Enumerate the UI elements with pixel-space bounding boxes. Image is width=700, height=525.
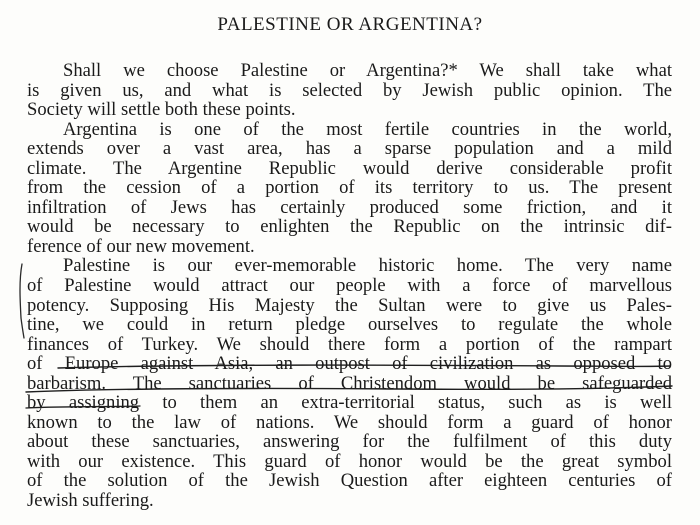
text-line: is given us, and what is selected by Jewish public opinion. The xyxy=(27,79,672,101)
text-line: would be necessary to enlighten the Republic on the intrinsic dif- xyxy=(27,216,672,238)
text-line: ference of our new movement. xyxy=(27,235,255,257)
text-line: tine, we could in return pledge ourselves to regulate the whole xyxy=(27,314,672,336)
document-title: PALESTINE OR ARGENTINA? xyxy=(217,14,483,35)
text-line: climate. The Argentine Republic would derive considerable profit xyxy=(27,157,672,179)
text-line: potency. Supposing His Majesty the Sultan were to give us Pales- xyxy=(27,294,672,316)
text-line: Palestine is our ever-memorable historic home. The very name xyxy=(63,255,672,277)
text-line: Society will settle both these points. xyxy=(27,99,296,121)
text-line: barbarism. The sanctuaries of Christendom would be safeguarded xyxy=(27,372,672,394)
text-line: Argentina is one of the most fertile countries in the world, xyxy=(63,118,672,140)
text-line: of the solution of the Jewish Question after eighteen centuries of xyxy=(27,470,672,492)
text-line: extends over a vast area, has a sparse population and a mild xyxy=(27,138,672,160)
text-line: Shall we choose Palestine or Argentina?* We shall take what xyxy=(63,60,672,81)
text-line: infiltration of Jews has certainly produced some friction, and it xyxy=(27,196,672,218)
text-line: of Europe against Asia, an outpost of civilization as opposed to xyxy=(27,353,672,375)
text-line: Jewish suffering. xyxy=(27,490,154,512)
text-line: about these sanctuaries, answering for the fulfilment of this duty xyxy=(27,431,672,453)
text-line: by assigning to them an extra-territorial status, such as is well xyxy=(27,392,672,414)
text-line: from the cession of a portion of its territory to us. The present xyxy=(27,177,672,199)
text-line: finances of Turkey. We should there form a portion of the rampart xyxy=(27,333,672,355)
text-line: of Palestine would attract our people with a force of marvellous xyxy=(27,275,672,297)
document-body xyxy=(27,61,672,511)
text-line: known to the law of nations. We should form a guard of honor xyxy=(27,411,672,433)
text-line: with our existence. This guard of honor would be the great symbol xyxy=(27,450,672,472)
